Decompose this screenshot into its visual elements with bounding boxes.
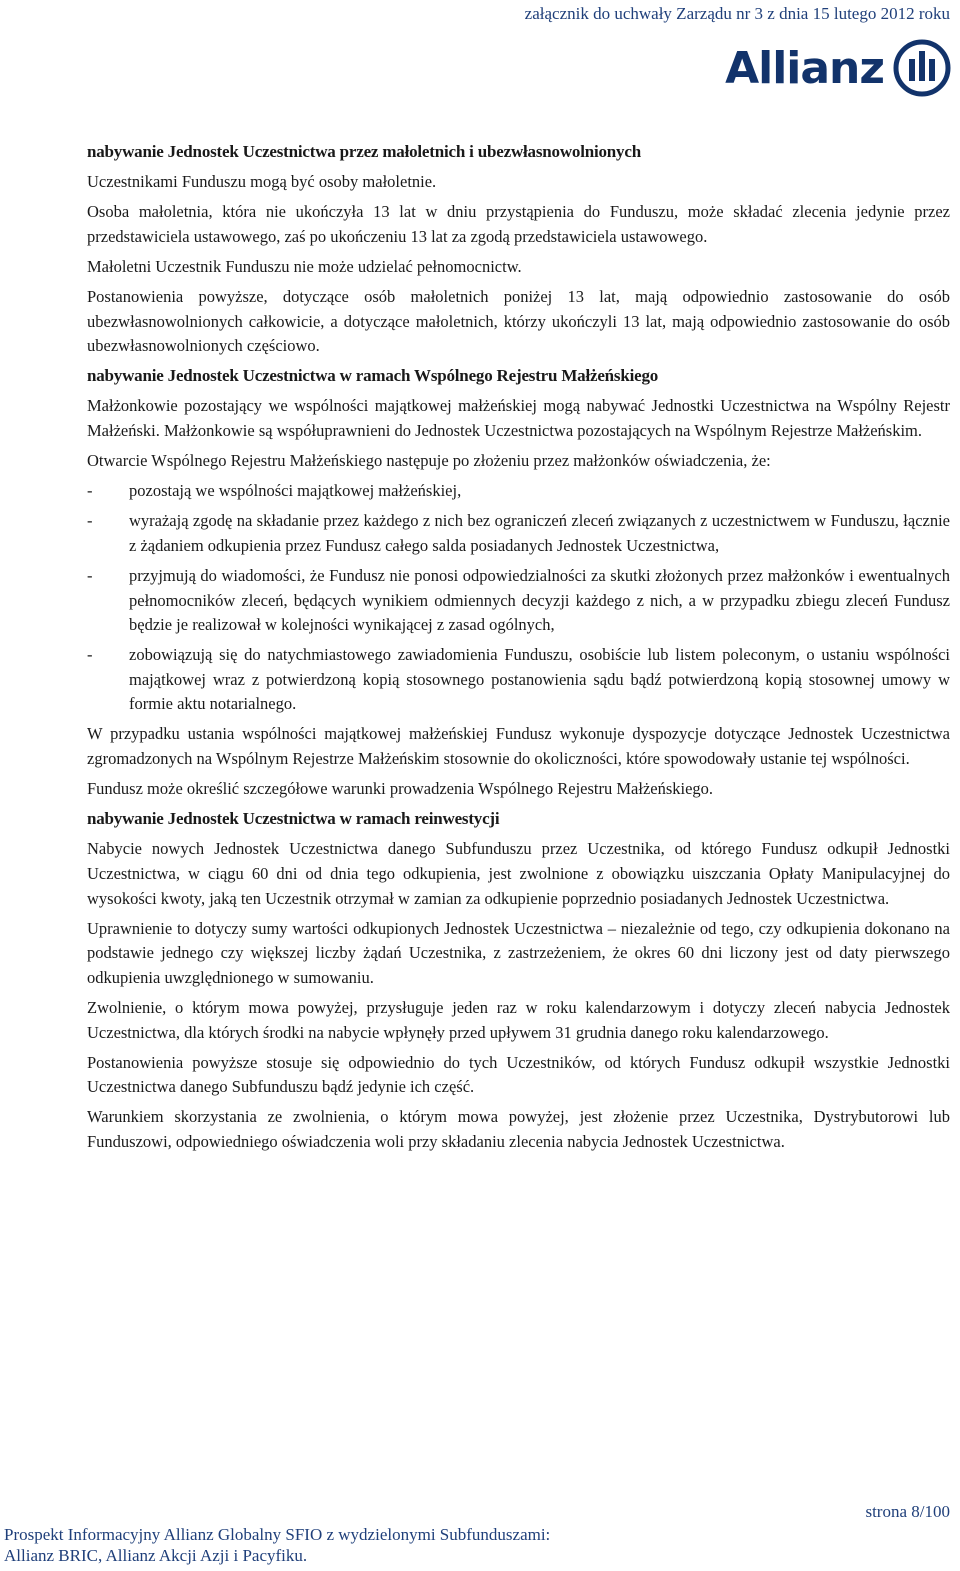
list-item-text: przyjmują do wiadomości, że Fundusz nie ponosi odpowiedzialności za skutki złożonych przez małżonków i ewentualnych pełnomocników zleceń, będących wynikiem odmiennych decyzji każdego z nich, a w przypadku zbiegu zleceń Fundusz będzie je realizował w kolejności wynikającej z zasad ogólnych, [129, 565, 950, 635]
paragraph: Zwolnienie, o którym mowa powyżej, przysługuje jeden raz w roku kalendarzowym i dotyczy zleceń nabycia Jednostek Uczestnictwa, dla których środki na nabycie wpłynęły przed upływem 31 grudnia danego roku kalendarzowego. [87, 997, 950, 1042]
header-note: załącznik do uchwały Zarządu nr 3 z dnia 15 lutego 2012 roku [524, 4, 950, 23]
allianz-emblem-icon [892, 38, 952, 98]
paragraph: Fundusz może określić szczegółowe warunki prowadzenia Wspólnego Rejestru Małżeńskiego. [87, 779, 714, 799]
dash-bullet: - [87, 481, 93, 501]
paragraph: Małoletni Uczestnik Funduszu nie może udzielać pełnomocnictw. [87, 256, 522, 276]
list-item-text: zobowiązują się do natychmiastowego zawiadomienia Funduszu, osobiście lub listem poleconym, o ustaniu wspólności majątkowej wraz z potwierdzoną kopią stosownego postanowienia sądu bądź potwierdzoną kopią stosownej umowy w formie aktu notarialnego. [129, 645, 950, 714]
footer-line: Allianz BRIC, Allianz Akcji Azji i Pacyfiku. [4, 1546, 308, 1565]
paragraph: Otwarcie Wspólnego Rejestru Małżeńskiego następuje po złożeniu przez małżonków oświadczenia, że: [87, 451, 771, 471]
paragraph: Małżonkowie pozostający we wspólności majątkowej małżeńskiej mogą nabywać Jednostki Uczestnictwa na Wspólny Rejestr Małżeński. Małżonkowie są współuprawnieni do Jednostek Uczestnictwa pozostających na Wspólnym Rejestrze Małżeńskim. [87, 396, 950, 440]
footer-title [4, 1524, 550, 1566]
document-body [87, 140, 950, 1160]
logo-text: Allianz [725, 42, 884, 94]
section-heading-minors: nabywanie Jednostek Uczestnictwa przez małoletnich i ubezwłasnowolnionych [87, 142, 641, 161]
list-item-text: wyrażają zgodę na składanie przez każdego z nich bez ograniczeń zleceń związanych z uczestnictwem w Funduszu, łącznie z żądaniem odkupienia przez Fundusz całego salda posiadanych Jednostek Uczestnictwa, [129, 511, 950, 555]
paragraph: Uprawnienie to dotyczy sumy wartości odkupionych Jednostek Uczestnictwa – niezależnie od tego, czy odkupienia dokonano na podstawie jednego czy większej liczby żądań Uczestnika, z zastrzeżeniem, że okres 60 dni liczony jest od daty pierwszego odkupienia uwzględnionego w sumowaniu. [87, 918, 950, 987]
list-item [87, 479, 950, 504]
page-number: strona 8/100 [865, 1502, 950, 1521]
list-item-text: pozostają we wspólności majątkowej małżeńskiej, [129, 481, 462, 501]
allianz-logo [725, 38, 952, 98]
list-item [87, 643, 950, 717]
declaration-list [87, 479, 950, 717]
paragraph: Uczestnikami Funduszu mogą być osoby małoletnie. [87, 172, 437, 192]
paragraph: Osoba małoletnia, która nie ukończyła 13 lat w dniu przystąpienia do Funduszu, może składać zlecenia jedynie przez przedstawiciela ustawowego, zaś po ukończeniu 13 lat za zgodą przedstawiciela ustawowego. [87, 202, 950, 246]
list-item [87, 509, 950, 558]
list-item [87, 564, 950, 638]
section-heading-reinvestment: nabywanie Jednostek Uczestnictwa w ramach reinwestycji [87, 809, 500, 829]
footer-line: Prospekt Informacyjny Allianz Globalny SFIO z wydzielonymi Subfunduszami: [4, 1525, 551, 1544]
section-heading-marital-register: nabywanie Jednostek Uczestnictwa w ramach Wspólnego Rejestru Małżeńskiego [87, 366, 659, 386]
paragraph: Warunkiem skorzystania ze zwolnienia, o którym mowa powyżej, jest złożenie przez Uczestnika, Dystrybutorowi lub Funduszowi, odpowiedniego oświadczenia woli przy składaniu zlecenia nabycia Jednostek Uczestnictwa. [87, 1107, 950, 1151]
paragraph: Nabycie nowych Jednostek Uczestnictwa danego Subfunduszu przez Uczestnika, od którego Fundusz odkupił Jednostki Uczestnictwa, w ciągu 60 dni od dnia tego odkupienia, jest zwolnione z obowiązku uiszczania Opłaty Manipulacyjnej do wysokości kwoty, jaką ten Uczestnik otrzymał w zamian za odkupienie poprzednio posiadanych Jednostek Uczestnictwa. [87, 839, 950, 908]
dash-bullet: - [87, 645, 93, 665]
paragraph: Postanowienia powyższe, dotyczące osób małoletnich poniżej 13 lat, mają odpowiednio zastosowanie do osób ubezwłasnowolnionych całkowicie, a dotyczące małoletnich, którzy ukończyli 13 lat, mają odpowiednio zastosowanie do osób ubezwłasnowolnionych częściowo. [87, 286, 950, 356]
dash-bullet: - [87, 565, 93, 585]
dash-bullet: - [87, 511, 93, 531]
paragraph: W przypadku ustania wspólności majątkowej małżeńskiej Fundusz wykonuje dyspozycje dotyczące Jednostek Uczestnictwa zgromadzonych na Wspólnym Rejestrze Małżeńskim stosownie do okoliczności, które spowodowały ustanie tej wspólności. [87, 724, 950, 769]
paragraph: Postanowienia powyższe stosuje się odpowiednio do tych Uczestników, od których Fundusz odkupił wszystkie Jednostki Uczestnictwa danego Subfunduszu bądź jedynie ich część. [87, 1052, 950, 1097]
